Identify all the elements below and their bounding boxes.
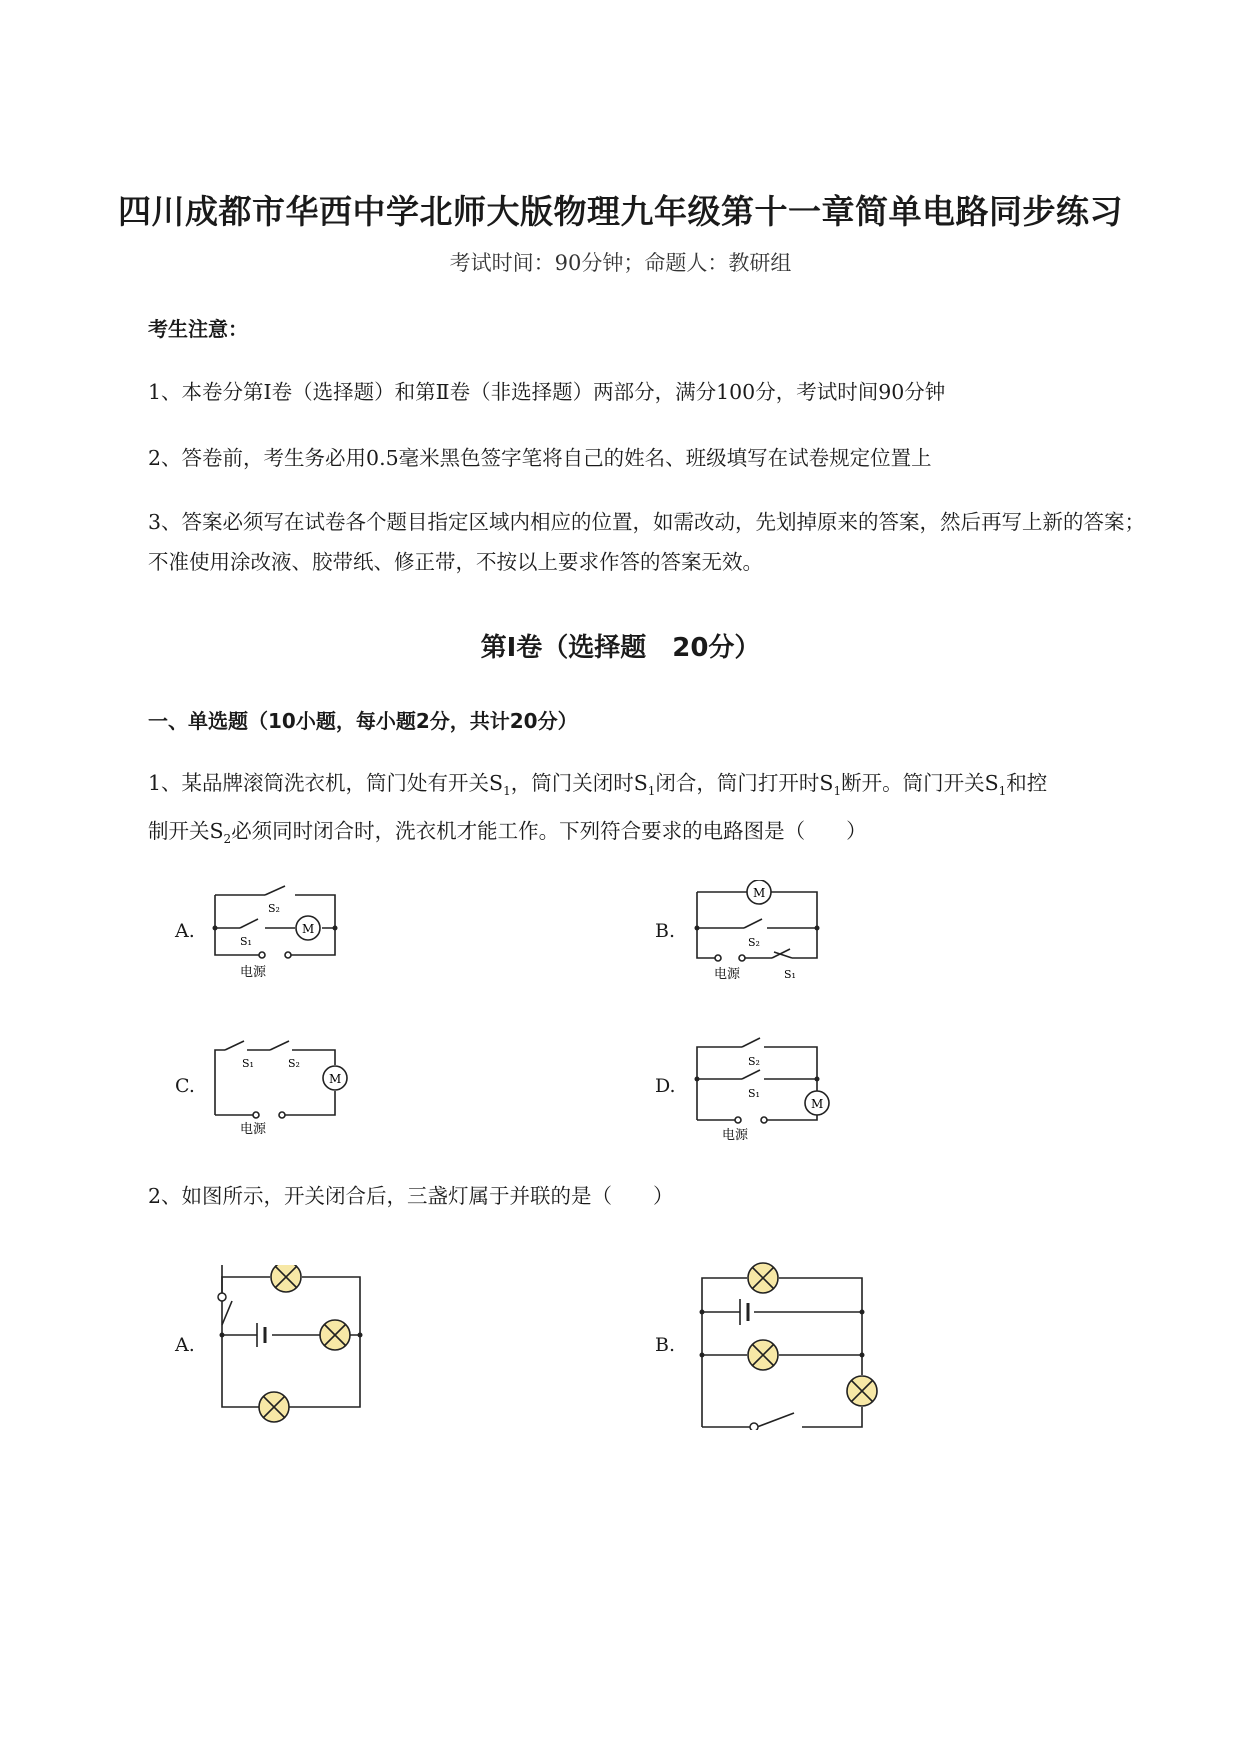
notice-3: 3、答案必须写在试卷各个题目指定区域内相应的位置，如需改动，先划掉原来的答案，然后再写上新的答案；不准使用涂改液、胶带纸、修正带，不按以上要求作答的答案无效。 — [148, 510, 1146, 574]
q1a-s1-label: S₁ — [240, 935, 252, 948]
notice-1: 1、本卷分第I卷（选择题）和第Ⅱ卷（非选择题）两部分，满分100分，考试时间90分钟 — [148, 380, 946, 404]
q1-option-a[interactable]: A. — [175, 920, 195, 942]
q2-diagram-b — [692, 1255, 892, 1430]
q1d-power-label: 电源 — [722, 1128, 749, 1143]
q1-diagram-a — [210, 880, 340, 980]
q1d-motor-label: M — [811, 1097, 824, 1111]
page-title: 四川成都市华西中学北师大版物理九年级第十一章简单电路同步练习 — [118, 192, 1123, 231]
question-2: 2、如图所示，开关闭合后，三盏灯属于并联的是（ ） — [148, 1184, 674, 1208]
lamp-icon — [320, 1320, 350, 1350]
q1d-s1-label: S₁ — [748, 1087, 760, 1100]
question-1: 1、某品牌滚筒洗衣机，筒门处有开关$S_1$，筒门关闭时$S_1$闭合，筒门打开时$S_1$断开。筒门开关$S_1$和控 制开关$S_2$必须同时闭合时，洗衣机才能工作。下列符合要求的电路图是（ ） — [148, 771, 1048, 847]
q1-diagram-b — [692, 880, 827, 985]
notice-heading: 考生注意： — [148, 317, 248, 341]
q1b-s1-label: S₁ — [784, 968, 796, 981]
q1c-power-label: 电源 — [240, 1122, 267, 1135]
q1b-s2-label: S₂ — [748, 936, 760, 949]
q1c-s1-label: S₁ — [242, 1057, 254, 1070]
q2-option-a[interactable]: A. — [175, 1334, 195, 1356]
lamp-icon — [748, 1263, 778, 1293]
q1a-s2-label: S₂ — [268, 902, 280, 915]
lamp-icon — [748, 1340, 778, 1370]
q1-option-d[interactable]: D. — [655, 1075, 676, 1097]
q1a-power-label: 电源 — [240, 965, 267, 980]
lamp-icon — [847, 1376, 877, 1406]
q1-diagram-c — [210, 1035, 355, 1135]
q1b-power-label: 电源 — [714, 967, 741, 982]
q2-diagram-a — [210, 1265, 370, 1425]
q1-option-c[interactable]: C. — [175, 1075, 195, 1097]
lamp-icon — [271, 1265, 301, 1292]
notice-2: 2、答卷前，考生务必用0.5毫米黑色签字笔将自己的姓名、班级填写在试卷规定位置上 — [148, 446, 932, 470]
q1c-s2-label: S₂ — [288, 1057, 300, 1070]
q1-diagram-d — [692, 1035, 832, 1145]
q1a-motor-label: M — [302, 922, 315, 936]
q1d-s2-label: S₂ — [748, 1055, 760, 1068]
q1b-motor-label: M — [753, 886, 766, 900]
q1c-motor-label: M — [329, 1072, 342, 1086]
exam-subtitle: 考试时间：90分钟；命题人：教研组 — [449, 251, 792, 275]
section-title: 第I卷（选择题 20分） — [480, 633, 761, 663]
q2-option-b[interactable]: B. — [655, 1334, 676, 1356]
q1-option-b[interactable]: B. — [655, 920, 676, 942]
lamp-icon — [259, 1392, 289, 1422]
part-heading: 一、单选题（10小题，每小题2分，共计20分） — [148, 709, 578, 733]
